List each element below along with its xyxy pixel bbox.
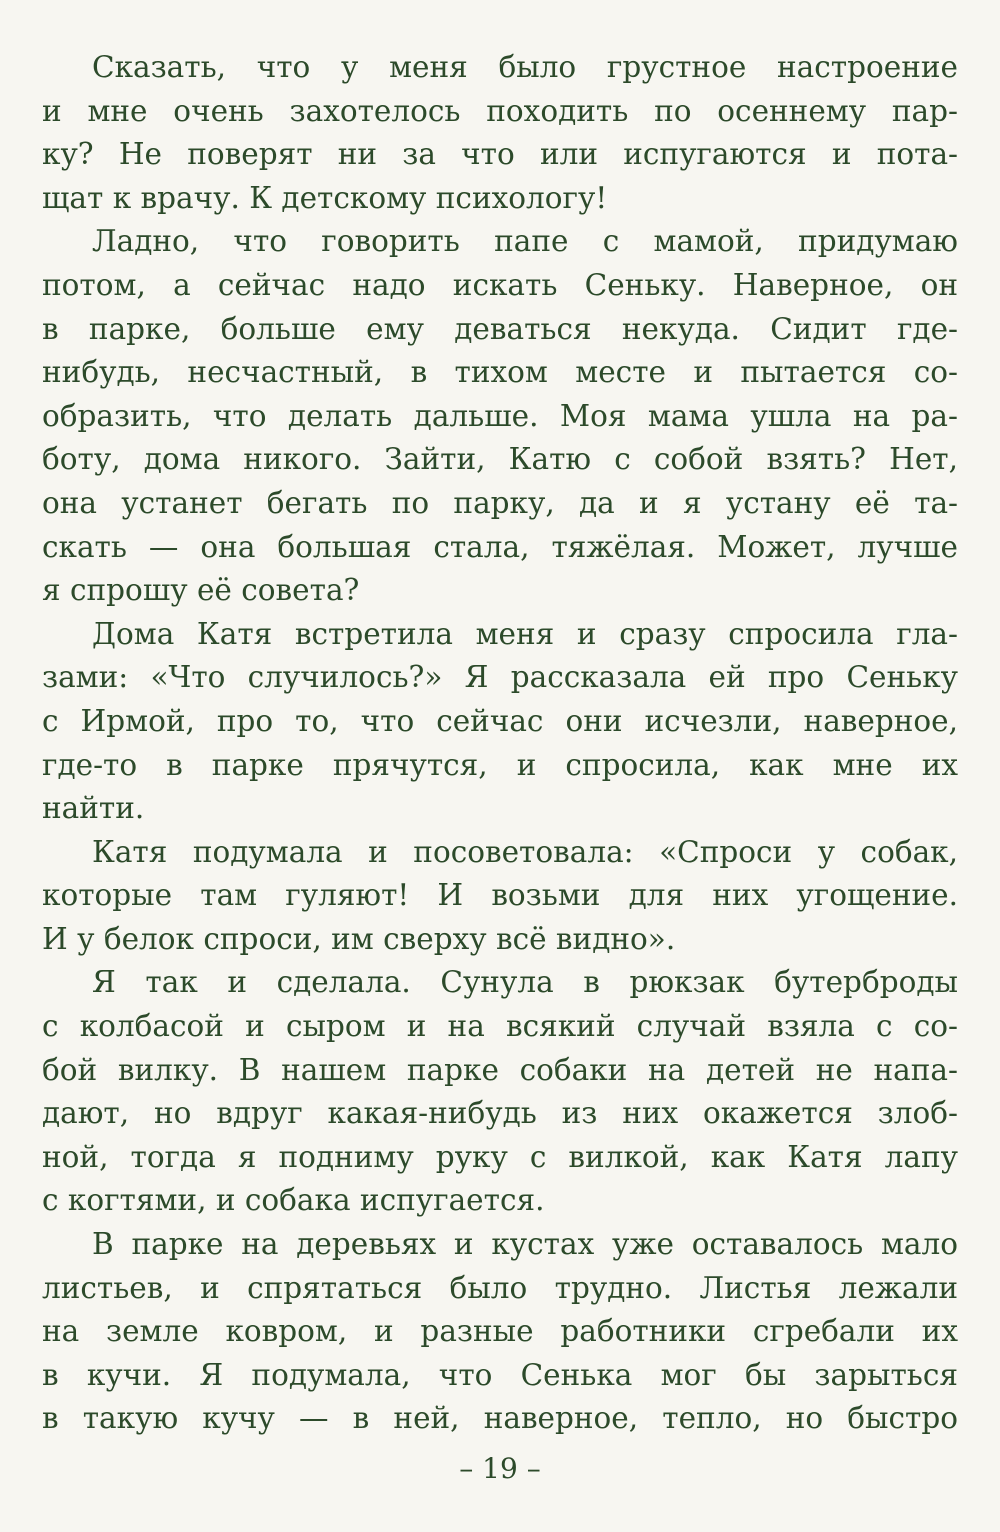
text-line: листьев, и спрятаться было трудно. Листья лежали (42, 1270, 958, 1305)
text-line: дают, но вдруг какая-нибудь из них окажется злоб- (42, 1096, 958, 1131)
paragraph (42, 220, 958, 612)
text-line: И у белок спроси, им сверху всё видно». (42, 921, 676, 956)
text-line: в такую кучу — в ней, наверное, тепло, но быстро (42, 1401, 958, 1436)
text-line: ной, тогда я подниму руку с вилкой, как Катя лапу (42, 1139, 958, 1174)
book-page-text (42, 46, 958, 1441)
text-line: я спрошу её совета? (42, 573, 360, 608)
text-line: Катя подумала и посоветовала: «Спроси у собак, (92, 834, 958, 869)
text-line: образить, что делать дальше. Моя мама ушла на ра- (42, 398, 958, 433)
text-line: нибудь, несчастный, в тихом месте и пытается со- (42, 355, 958, 390)
paragraph (42, 46, 958, 220)
text-line: В парке на деревьях и кустах уже оставалось мало (92, 1227, 958, 1262)
text-line: где-то в парке прячутся, и спросила, как мне их (42, 747, 958, 782)
paragraph (42, 831, 958, 962)
text-line: в кучи. Я подумала, что Сенька мог бы зарыться (42, 1357, 958, 1392)
text-line: потом, а сейчас надо искать Сеньку. Наверное, он (42, 267, 958, 302)
text-line: она устанет бегать по парку, да и я устану её та- (42, 485, 958, 520)
paragraph (42, 1223, 958, 1441)
text-line: с Ирмой, про то, что сейчас они исчезли, наверное, (42, 703, 958, 738)
text-line: которые там гуляют! И возьми для них угощение. (42, 878, 958, 913)
text-line: скать — она большая стала, тяжёлая. Может, лучше (42, 529, 958, 564)
text-line: в парке, больше ему деваться некуда. Сидит где- (42, 311, 958, 346)
text-line: ку? Не поверят ни за что или испугаются и пота- (42, 137, 958, 172)
text-line: боту, дома никого. Зайти, Катю с собой взять? Нет, (42, 442, 958, 477)
page-number: – 19 – (459, 1452, 541, 1485)
text-line: зами: «Что случилось?» Я рассказала ей про Сеньку (42, 660, 958, 695)
text-line: с колбасой и сыром и на всякий случай взяла с со- (42, 1009, 958, 1044)
text-line: и мне очень захотелось походить по осеннему пар- (42, 93, 958, 128)
text-line: Дома Катя встретила меня и сразу спросила гла- (92, 616, 958, 651)
paragraph (42, 613, 958, 831)
paragraph (42, 961, 958, 1223)
text-line: бой вилку. В нашем парке собаки на детей не напа- (42, 1052, 958, 1087)
text-line: Сказать, что у меня было грустное настроение (92, 50, 958, 84)
text-line: Я так и сделала. Сунула в рюкзак бутерброды (92, 965, 958, 1000)
text-line: найти. (42, 791, 145, 826)
text-line: Ладно, что говорить папе с мамой, придумаю (92, 224, 958, 259)
text-line: с когтями, и собака испугается. (42, 1183, 545, 1218)
text-line: на земле ковром, и разные работники сгребали их (42, 1314, 958, 1349)
text-line: щат к врачу. К детскому психологу! (42, 180, 608, 215)
